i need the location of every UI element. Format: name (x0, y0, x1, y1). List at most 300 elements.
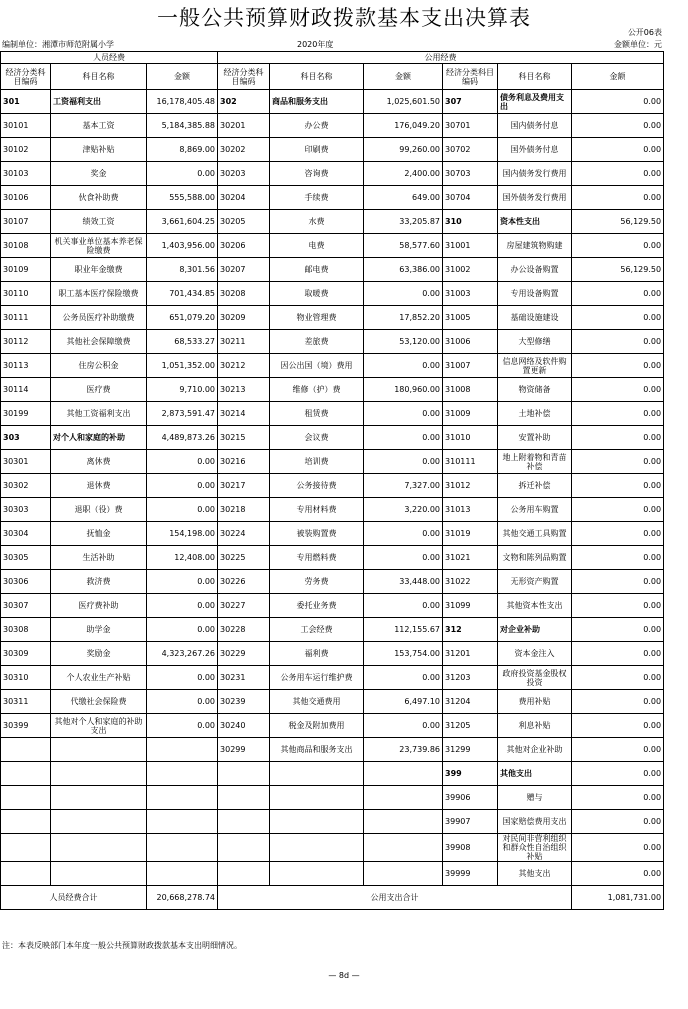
cell-name: 伙食补助费 (51, 186, 147, 210)
cell-amount: 176,049.20 (364, 114, 443, 138)
table-row (1, 354, 664, 378)
cell-name (51, 834, 147, 862)
cell-code: 30231 (218, 666, 270, 690)
cell-name: 其他交通工具购置 (498, 522, 572, 546)
cell-amount: 3,220.00 (364, 498, 443, 522)
cell-name (51, 810, 147, 834)
personnel-total-value: 20,668,278.74 (147, 886, 218, 910)
cell-code: 307 (443, 90, 498, 114)
cell-code: 31299 (443, 738, 498, 762)
expenditure-table (0, 51, 664, 910)
cell-amount: 1,051,352.00 (147, 354, 218, 378)
cell-code: 39999 (443, 862, 498, 886)
cell-amount: 0.00 (572, 114, 664, 138)
cell-amount (364, 862, 443, 886)
cell-amount: 0.00 (572, 186, 664, 210)
cell-name: 抚恤金 (51, 522, 147, 546)
table-row (1, 282, 664, 306)
cell-code: 30110 (1, 282, 51, 306)
cell-name: 救济费 (51, 570, 147, 594)
cell-amount: 0.00 (572, 786, 664, 810)
cell-amount: 651,079.20 (147, 306, 218, 330)
cell-amount: 0.00 (572, 738, 664, 762)
cell-code (1, 738, 51, 762)
cell-name: 被装购置费 (270, 522, 364, 546)
cell-code: 31201 (443, 642, 498, 666)
header-name: 科目名称 (498, 64, 572, 90)
cell-name: 维修（护）费 (270, 378, 364, 402)
cell-amount: 649.00 (364, 186, 443, 210)
cell-amount: 0.00 (147, 618, 218, 642)
cell-code: 30114 (1, 378, 51, 402)
compiling-unit: 编制单位：湘潭市师范附属小学 (2, 40, 114, 49)
cell-code: 30214 (218, 402, 270, 426)
cell-code: 30303 (1, 498, 51, 522)
cell-amount: 6,497.10 (364, 690, 443, 714)
cell-name: 公务用车购置 (498, 498, 572, 522)
cell-code: 30307 (1, 594, 51, 618)
cell-code: 31009 (443, 402, 498, 426)
cell-code: 31021 (443, 546, 498, 570)
cell-name: 对民间非营利组织和群众性自治组织补贴 (498, 834, 572, 862)
cell-name: 其他资本性支出 (498, 594, 572, 618)
cell-name: 职业年金缴费 (51, 258, 147, 282)
cell-amount: 16,178,405.48 (147, 90, 218, 114)
cell-code: 30205 (218, 210, 270, 234)
cell-amount: 153,754.00 (364, 642, 443, 666)
cell-code: 30101 (1, 114, 51, 138)
cell-code: 303 (1, 426, 51, 450)
cell-amount: 56,129.50 (572, 258, 664, 282)
table-row (1, 570, 664, 594)
table-row (1, 690, 664, 714)
cell-name: 取暖费 (270, 282, 364, 306)
table-row (1, 834, 664, 862)
cell-name: 代缴社会保险费 (51, 690, 147, 714)
cell-code: 30299 (218, 738, 270, 762)
cell-code (218, 862, 270, 886)
cell-name: 其他支出 (498, 762, 572, 786)
cell-name: 机关事业单位基本养老保险缴费 (51, 234, 147, 258)
cell-code: 30109 (1, 258, 51, 282)
cell-amount: 0.00 (572, 594, 664, 618)
cell-amount: 0.00 (147, 666, 218, 690)
cell-amount: 0.00 (147, 162, 218, 186)
table-row (1, 402, 664, 426)
cell-name: 电费 (270, 234, 364, 258)
cell-code: 30306 (1, 570, 51, 594)
table-row (1, 258, 664, 282)
cell-name: 国家赔偿费用支出 (498, 810, 572, 834)
cell-amount: 0.00 (364, 546, 443, 570)
cell-code: 31099 (443, 594, 498, 618)
cell-code: 30112 (1, 330, 51, 354)
group-personnel: 人员经费 (1, 52, 218, 64)
cell-amount: 0.00 (572, 378, 664, 402)
cell-code: 30108 (1, 234, 51, 258)
cell-name: 其他工资福利支出 (51, 402, 147, 426)
cell-code: 30103 (1, 162, 51, 186)
cell-code: 31007 (443, 354, 498, 378)
cell-amount: 0.00 (572, 450, 664, 474)
cell-name: 培训费 (270, 450, 364, 474)
cell-code: 31005 (443, 306, 498, 330)
cell-code: 30226 (218, 570, 270, 594)
cell-code: 30216 (218, 450, 270, 474)
cell-name: 资本性支出 (498, 210, 572, 234)
cell-name: 其他支出 (498, 862, 572, 886)
table-row (1, 306, 664, 330)
cell-code: 31203 (443, 666, 498, 690)
cell-name (270, 834, 364, 862)
cell-code: 30207 (218, 258, 270, 282)
cell-name: 安置补助 (498, 426, 572, 450)
cell-code: 30107 (1, 210, 51, 234)
cell-amount: 99,260.00 (364, 138, 443, 162)
cell-code: 31205 (443, 714, 498, 738)
cell-code: 30305 (1, 546, 51, 570)
header-code: 经济分类科目编码 (1, 64, 51, 90)
cell-name: 绩效工资 (51, 210, 147, 234)
table-row (1, 474, 664, 498)
cell-name: 差旅费 (270, 330, 364, 354)
cell-amount: 0.00 (572, 426, 664, 450)
cell-amount (364, 786, 443, 810)
cell-name (51, 786, 147, 810)
cell-amount (147, 786, 218, 810)
cell-amount: 0.00 (364, 426, 443, 450)
cell-amount: 58,577.60 (364, 234, 443, 258)
cell-code: 30113 (1, 354, 51, 378)
cell-name: 助学金 (51, 618, 147, 642)
cell-name: 水费 (270, 210, 364, 234)
cell-amount: 0.00 (572, 234, 664, 258)
cell-amount: 12,408.00 (147, 546, 218, 570)
cell-amount: 0.00 (147, 498, 218, 522)
cell-name: 资本金注入 (498, 642, 572, 666)
cell-name: 租赁费 (270, 402, 364, 426)
cell-name: 其他交通费用 (270, 690, 364, 714)
cell-amount: 0.00 (572, 546, 664, 570)
cell-code: 30310 (1, 666, 51, 690)
cell-code: 39906 (443, 786, 498, 810)
cell-name: 赠与 (498, 786, 572, 810)
table-row (1, 522, 664, 546)
cell-code: 310111 (443, 450, 498, 474)
cell-amount: 0.00 (572, 834, 664, 862)
footnote: 注：本表反映部门本年度一般公共预算财政拨款基本支出明细情况。 (2, 941, 242, 950)
cell-name: 工资福利支出 (51, 90, 147, 114)
cell-code: 31008 (443, 378, 498, 402)
cell-name: 文物和陈列品购置 (498, 546, 572, 570)
cell-code: 310 (443, 210, 498, 234)
cell-name: 专用材料费 (270, 498, 364, 522)
cell-amount: 0.00 (147, 450, 218, 474)
cell-code: 39907 (443, 810, 498, 834)
cell-name: 津贴补贴 (51, 138, 147, 162)
table-row (1, 162, 664, 186)
cell-amount: 0.00 (147, 570, 218, 594)
cell-amount: 0.00 (147, 474, 218, 498)
cell-name: 会议费 (270, 426, 364, 450)
cell-amount: 1,403,956.00 (147, 234, 218, 258)
cell-amount: 0.00 (572, 474, 664, 498)
cell-amount: 5,184,385.88 (147, 114, 218, 138)
cell-name: 劳务费 (270, 570, 364, 594)
cell-amount: 0.00 (572, 618, 664, 642)
cell-amount (147, 862, 218, 886)
cell-name: 退职（役）费 (51, 498, 147, 522)
cell-name: 土地补偿 (498, 402, 572, 426)
cell-amount: 0.00 (572, 330, 664, 354)
cell-name: 地上附着物和青苗补偿 (498, 450, 572, 474)
table-row (1, 642, 664, 666)
cell-amount: 0.00 (147, 714, 218, 738)
table-row (1, 138, 664, 162)
cell-amount: 63,386.00 (364, 258, 443, 282)
cell-amount: 23,739.86 (364, 738, 443, 762)
cell-code: 31010 (443, 426, 498, 450)
cell-code: 30208 (218, 282, 270, 306)
cell-code: 30399 (1, 714, 51, 738)
table-row (1, 426, 664, 450)
table-row (1, 762, 664, 786)
table-row (1, 330, 664, 354)
fiscal-year: 2020年度 (297, 40, 334, 49)
cell-amount (147, 762, 218, 786)
cell-amount: 112,155.67 (364, 618, 443, 642)
cell-name: 医疗费补助 (51, 594, 147, 618)
cell-name: 对个人和家庭的补助 (51, 426, 147, 450)
cell-code: 30209 (218, 306, 270, 330)
cell-amount: 0.00 (572, 762, 664, 786)
cell-amount: 0.00 (572, 138, 664, 162)
cell-code (218, 810, 270, 834)
cell-name: 其他商品和服务支出 (270, 738, 364, 762)
group-public: 公用经费 (218, 52, 664, 64)
cell-name: 公务用车运行维护费 (270, 666, 364, 690)
cell-code (1, 810, 51, 834)
cell-code: 30304 (1, 522, 51, 546)
cell-code: 30309 (1, 642, 51, 666)
cell-amount: 0.00 (572, 642, 664, 666)
cell-name: 大型修缮 (498, 330, 572, 354)
cell-code: 30215 (218, 426, 270, 450)
cell-amount (147, 738, 218, 762)
cell-name: 国内债务付息 (498, 114, 572, 138)
cell-amount: 0.00 (572, 570, 664, 594)
cell-amount: 0.00 (572, 354, 664, 378)
cell-amount: 0.00 (364, 402, 443, 426)
cell-name: 国外债务付息 (498, 138, 572, 162)
cell-name: 拆迁补偿 (498, 474, 572, 498)
cell-amount: 2,873,591.47 (147, 402, 218, 426)
cell-amount: 701,434.85 (147, 282, 218, 306)
page-title: 一般公共预算财政拨款基本支出决算表 (157, 6, 531, 30)
cell-amount: 0.00 (364, 282, 443, 306)
cell-code (1, 762, 51, 786)
cell-name (270, 786, 364, 810)
cell-name: 公务接待费 (270, 474, 364, 498)
cell-name: 离休费 (51, 450, 147, 474)
table-row (1, 786, 664, 810)
cell-amount (147, 834, 218, 862)
cell-amount: 0.00 (572, 282, 664, 306)
cell-code (218, 834, 270, 862)
cell-amount: 0.00 (572, 666, 664, 690)
personnel-total-label: 人员经费合计 (1, 886, 147, 910)
cell-amount: 0.00 (572, 714, 664, 738)
table-row (1, 234, 664, 258)
cell-name (51, 862, 147, 886)
table-row (1, 90, 664, 114)
cell-name: 印刷费 (270, 138, 364, 162)
page-number: — 8d — (328, 971, 360, 980)
table-row (1, 862, 664, 886)
table-row (1, 594, 664, 618)
cell-code (1, 834, 51, 862)
header-name: 科目名称 (270, 64, 364, 90)
cell-amount: 180,960.00 (364, 378, 443, 402)
cell-amount: 68,533.27 (147, 330, 218, 354)
cell-code: 30102 (1, 138, 51, 162)
cell-code: 31001 (443, 234, 498, 258)
cell-code: 31204 (443, 690, 498, 714)
cell-code (218, 786, 270, 810)
header-amount: 金额 (147, 64, 218, 90)
cell-code: 302 (218, 90, 270, 114)
cell-amount: 7,327.00 (364, 474, 443, 498)
cell-name: 生活补助 (51, 546, 147, 570)
cell-amount: 17,852.20 (364, 306, 443, 330)
cell-name: 办公费 (270, 114, 364, 138)
cell-name: 邮电费 (270, 258, 364, 282)
cell-amount: 4,489,873.26 (147, 426, 218, 450)
cell-code: 30239 (218, 690, 270, 714)
cell-code: 31012 (443, 474, 498, 498)
cell-amount: 0.00 (364, 522, 443, 546)
cell-name: 咨询费 (270, 162, 364, 186)
cell-name: 办公设备购置 (498, 258, 572, 282)
cell-code: 30204 (218, 186, 270, 210)
cell-name: 政府投资基金股权投资 (498, 666, 572, 690)
table-row (1, 666, 664, 690)
table-row (1, 546, 664, 570)
cell-code: 30218 (218, 498, 270, 522)
cell-code: 30224 (218, 522, 270, 546)
cell-name: 基本工资 (51, 114, 147, 138)
money-unit: 金额单位：元 (614, 40, 662, 49)
table-row (1, 498, 664, 522)
table-row (1, 186, 664, 210)
cell-code: 30213 (218, 378, 270, 402)
cell-code: 30203 (218, 162, 270, 186)
cell-amount: 0.00 (572, 862, 664, 886)
cell-amount: 0.00 (572, 306, 664, 330)
public-total-label: 公用支出合计 (218, 886, 572, 910)
cell-amount: 154,198.00 (147, 522, 218, 546)
cell-amount: 4,323,267.26 (147, 642, 218, 666)
cell-amount: 0.00 (364, 450, 443, 474)
cell-name: 因公出国（境）费用 (270, 354, 364, 378)
cell-code: 30227 (218, 594, 270, 618)
cell-name: 个人农业生产补贴 (51, 666, 147, 690)
cell-code: 31022 (443, 570, 498, 594)
cell-amount (364, 762, 443, 786)
cell-name: 国外债务发行费用 (498, 186, 572, 210)
cell-code: 31002 (443, 258, 498, 282)
cell-name: 住房公积金 (51, 354, 147, 378)
cell-name: 其他对个人和家庭的补助支出 (51, 714, 147, 738)
cell-name: 公务员医疗补助缴费 (51, 306, 147, 330)
cell-amount: 0.00 (572, 810, 664, 834)
cell-name: 奖励金 (51, 642, 147, 666)
cell-code: 30199 (1, 402, 51, 426)
cell-amount: 53,120.00 (364, 330, 443, 354)
cell-amount: 0.00 (572, 90, 664, 114)
cell-code: 30704 (443, 186, 498, 210)
cell-name (51, 762, 147, 786)
cell-amount (364, 834, 443, 862)
cell-code (1, 862, 51, 886)
cell-amount: 3,661,604.25 (147, 210, 218, 234)
cell-code: 31003 (443, 282, 498, 306)
header-amount: 金额 (572, 64, 664, 90)
cell-name: 物业管理费 (270, 306, 364, 330)
table-row (1, 210, 664, 234)
table-row (1, 738, 664, 762)
cell-code (218, 762, 270, 786)
cell-code: 30211 (218, 330, 270, 354)
cell-amount: 33,448.00 (364, 570, 443, 594)
cell-name (270, 862, 364, 886)
header-code: 经济分类科目编码 (443, 64, 498, 90)
cell-code: 31006 (443, 330, 498, 354)
cell-code: 31013 (443, 498, 498, 522)
cell-name: 退休费 (51, 474, 147, 498)
cell-code: 301 (1, 90, 51, 114)
cell-code: 30701 (443, 114, 498, 138)
cell-amount: 8,869.00 (147, 138, 218, 162)
cell-name: 职工基本医疗保险缴费 (51, 282, 147, 306)
cell-amount: 56,129.50 (572, 210, 664, 234)
header-amount: 金额 (364, 64, 443, 90)
cell-amount: 0.00 (364, 354, 443, 378)
cell-name: 对企业补助 (498, 618, 572, 642)
cell-name: 专用燃料费 (270, 546, 364, 570)
cell-amount: 0.00 (364, 666, 443, 690)
cell-name: 手续费 (270, 186, 364, 210)
cell-name: 房屋建筑物购建 (498, 234, 572, 258)
cell-code: 30201 (218, 114, 270, 138)
cell-amount (364, 810, 443, 834)
cell-amount (147, 810, 218, 834)
cell-name (270, 762, 364, 786)
table-row (1, 378, 664, 402)
cell-amount: 0.00 (572, 522, 664, 546)
cell-amount: 0.00 (147, 594, 218, 618)
table-row (1, 114, 664, 138)
cell-code: 30311 (1, 690, 51, 714)
cell-code: 30228 (218, 618, 270, 642)
cell-amount: 0.00 (147, 690, 218, 714)
cell-name: 国内债务发行费用 (498, 162, 572, 186)
cell-code: 30703 (443, 162, 498, 186)
cell-amount: 0.00 (572, 162, 664, 186)
cell-name: 税金及附加费用 (270, 714, 364, 738)
cell-amount: 0.00 (572, 690, 664, 714)
table-row (1, 810, 664, 834)
